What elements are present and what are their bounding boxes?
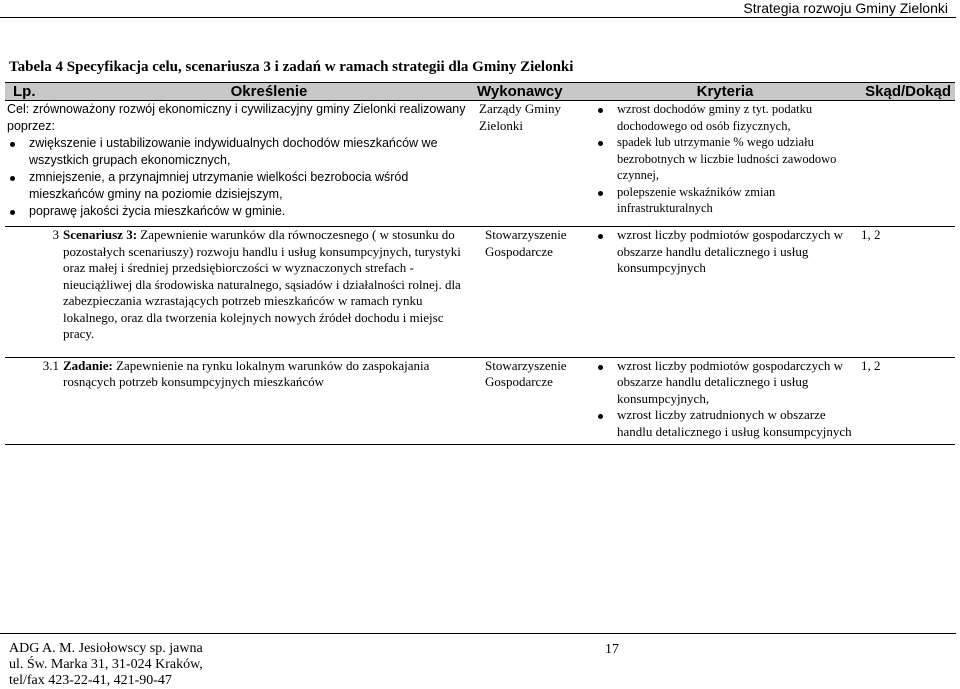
row-kryteria-cell bbox=[595, 357, 855, 445]
footer-address bbox=[9, 641, 203, 689]
footer-divider bbox=[0, 633, 956, 634]
goal-row bbox=[5, 101, 955, 227]
header-title: Strategia rozwoju Gminy Zielonki bbox=[743, 0, 948, 16]
goal-list bbox=[7, 135, 473, 220]
row-text: Zapewnienie warunków dla równoczesnego ( w stosunku do pozostałych scenariuszy) rozwoju handlu i usług konsumpcyjnych, turystyki oraz małej i średniej przedsiębiorczości w wyznaczonych strefach - nieuciążliwej dla środowiska naturalnego, sąsiadów i działalności rolnej. dla zabezpieczania wzrastających potrzeb mieszkańców w ramach rynku lokalnego, oraz dla tworzenia kolejnych nowych źródeł dochodu i miejsc pracy. bbox=[63, 227, 461, 341]
row-text: Zapewnienie na rynku lokalnym warunków do zaspokajania rosnących potrzeb konsumpcyjnych mieszkańców bbox=[63, 357, 430, 389]
goal-cell bbox=[5, 101, 475, 227]
row-wykonawcy: Stowarzyszenie Gospodarcze bbox=[475, 227, 595, 358]
criterion-item: wzrost liczby podmiotów gospodarczych w obszarze handlu detalicznego i usług konsumpcyjnych, bbox=[595, 358, 855, 408]
goal-kryteria-cell bbox=[595, 101, 855, 227]
column-header-lp: Lp. bbox=[5, 83, 63, 101]
table-header-row bbox=[5, 83, 955, 101]
row-lp: 3 bbox=[5, 227, 63, 358]
document-title: Tabela 4 Specyfikacja celu, scenariusza 3 i zadań w ramach strategii dla Gminy Zielonki bbox=[9, 59, 574, 75]
footer-street: ul. Św. Marka 31, 31-024 Kraków, bbox=[9, 657, 203, 672]
row-kryteria-cell bbox=[595, 227, 855, 358]
criterion-item: wzrost dochodów gminy z tyt. podatku dochodowego od osób fizycznych, bbox=[595, 101, 855, 134]
goal-wykonawcy: Zarządy Gminy Zielonki bbox=[475, 101, 595, 227]
row-wykonawcy: Stowarzyszenie Gospodarcze bbox=[475, 357, 595, 445]
column-header-wykonawcy: Wykonawcy bbox=[475, 83, 595, 101]
row-description bbox=[63, 357, 475, 445]
row-label: Scenariusz 3: bbox=[63, 227, 138, 242]
table-row bbox=[5, 357, 955, 445]
page-header bbox=[0, 0, 956, 18]
goal-item: poprawę jakości życia mieszkańców w gminie. bbox=[7, 203, 473, 220]
goal-kryteria-list bbox=[595, 101, 855, 217]
row-skad: 1, 2 bbox=[855, 357, 955, 445]
goal-intro: Cel: zrównoważony rozwój ekonomiczny i cywilizacyjny gminy Zielonki realizowany poprzez: bbox=[7, 102, 466, 133]
row-description bbox=[63, 227, 475, 358]
footer-company: ADG A. M. Jesiołowscy sp. jawna bbox=[9, 641, 203, 656]
criterion-item: spadek lub utrzymanie % wego udziału bezrobotnych w liczbie ludności zawodowo czynnej, bbox=[595, 134, 855, 184]
goal-item: zwiększenie i ustabilizowanie indywidualnych dochodów mieszkańców we wszystkich grupach ekonomicznych, bbox=[7, 135, 473, 169]
specification-table bbox=[5, 82, 955, 445]
column-header-okreslenie: Określenie bbox=[63, 83, 475, 101]
goal-skad bbox=[855, 101, 955, 227]
footer-phone: tel/fax 423-22-41, 421-90-47 bbox=[9, 673, 172, 688]
row-skad: 1, 2 bbox=[855, 227, 955, 358]
goal-item: zmniejszenie, a przynajmniej utrzymanie wielkości bezrobocia wśród mieszkańców gminy na poziomie dzisiejszym, bbox=[7, 169, 473, 203]
row-lp: 3.1 bbox=[5, 357, 63, 445]
row-label: Zadanie: bbox=[63, 357, 113, 373]
page-number: 17 bbox=[605, 642, 619, 657]
criterion-item: polepszenie wskaźników zmian infrastrukturalnych bbox=[595, 184, 855, 217]
column-header-kryteria: Kryteria bbox=[595, 83, 855, 101]
table-row bbox=[5, 227, 955, 358]
row-kryteria-list bbox=[595, 227, 855, 277]
column-header-skad-dokad: Skąd/Dokąd bbox=[855, 83, 955, 101]
criterion-item: wzrost liczby podmiotów gospodarczych w obszarze handlu detalicznego i usług konsumpcyjnych bbox=[595, 227, 855, 277]
row-kryteria-list bbox=[595, 358, 855, 441]
criterion-item: wzrost liczby zatrudnionych w obszarze handlu detalicznego i usług konsumpcyjnych bbox=[595, 407, 855, 440]
